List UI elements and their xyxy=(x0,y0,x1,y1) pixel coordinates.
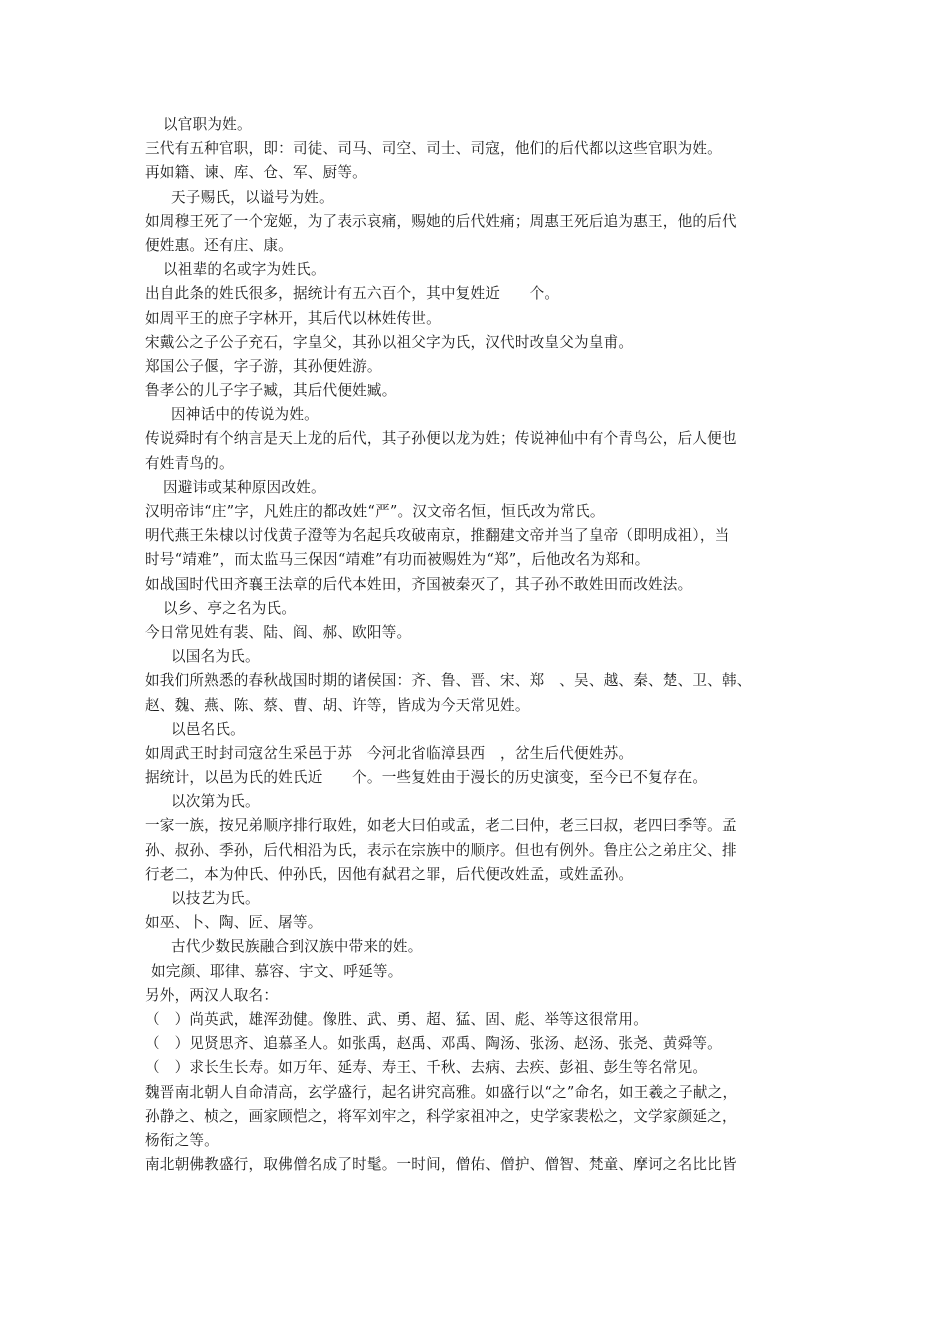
text-line: 以官职为姓。 xyxy=(163,116,252,133)
text-line: 以邑名氏。 xyxy=(171,720,245,738)
text-line: 传说舜时有个纳言是天上龙的后代，其子孙便以龙为姓；传说神仙中有个青鸟公，后人便也 xyxy=(145,430,737,448)
text-line: 便姓惠。还有庄、康。 xyxy=(145,236,293,254)
text-line: 今日常见姓有裴、陆、阎、郝、欧阳等。 xyxy=(145,623,412,641)
text-line: 天子赐氏，以谥号为姓。 xyxy=(171,188,334,206)
text-line: 郑国公子偃，字子游，其孙便姓游。 xyxy=(145,357,382,375)
text-line: 宋戴公之子公子充石，字皇父，其孙以祖父字为氏，汉代时改皇父为皇甫。 xyxy=(145,333,634,351)
text-line: 再如籍、谏、库、仓、军、厨等。 xyxy=(145,164,367,182)
text-line: 魏晋南北朝人自命清高，玄学盛行，起名讲究高雅。如盛行以“之”命名，如王羲之子献之， xyxy=(145,1083,738,1101)
text-line: 因避讳或某种原因改姓。 xyxy=(163,478,326,496)
text-line: 有姓青鸟的。 xyxy=(145,454,234,472)
text-line: 以乡、亭之名为氏。 xyxy=(163,599,297,617)
document-body xyxy=(145,113,815,1177)
text-line: 古代少数民族融合到汉族中带来的姓。 xyxy=(171,938,423,956)
text-line: （ ）求长生长寿。如万年、延寿、寿王、千秋、去病、去疾、彭祖、彭生等名常见。 xyxy=(145,1059,708,1077)
text-line: 如我们所熟悉的春秋战国时期的诸侯国：齐、鲁、晋、宋、郑 、吴、越、秦、楚、卫、韩、 xyxy=(145,672,752,690)
text-line: 赵、魏、燕、陈、蔡、曹、胡、许等，皆成为今天常见姓。 xyxy=(145,696,530,714)
text-line: 以祖辈的名或字为姓氏。 xyxy=(163,261,326,279)
text-line: 孙静之、桢之，画家顾恺之，将军刘牢之，科学家祖冲之，史学家裴松之，文学家颜延之， xyxy=(145,1107,737,1125)
text-line: 另外，两汉人取名： xyxy=(145,986,279,1004)
text-line: 如周穆王死了一个宠姬，为了表示哀痛，赐她的后代姓痛；周惠王死后追为惠王，他的后代 xyxy=(145,212,737,230)
text-line: （ ）尚英武，雄浑劲健。像胜、武、勇、超、猛、固、彪、举等这很常用。 xyxy=(145,1010,648,1028)
text-line: 如巫、卜、陶、匠、屠等。 xyxy=(145,914,323,932)
text-line: 三代有五种官职，即：司徒、司马、司空、司士、司寇，他们的后代都以这些官职为姓。 xyxy=(145,140,722,158)
text-line: 如完颜、耶律、慕容、宇文、呼延等。 xyxy=(151,962,403,980)
text-line: 据统计，以邑为氏的姓氏近 个。一些复姓由于漫长的历史演变，至今已不复存在。 xyxy=(145,769,708,787)
text-line: 杨衔之等。 xyxy=(145,1131,219,1149)
text-line: 如战国时代田齐襄王法章的后代本姓田，齐国被秦灭了，其子孙不敢姓田而改姓法。 xyxy=(145,575,693,593)
text-line: 出自此条的姓氏很多，据统计有五六百个，其中复姓近 个。 xyxy=(145,285,560,303)
text-line: 以技艺为氏。 xyxy=(171,890,260,907)
text-line: 因神话中的传说为姓。 xyxy=(171,406,319,424)
text-line: 行老二，本为仲氏、仲孙氏，因他有弑君之罪，后代便改姓孟，或姓孟孙。 xyxy=(145,865,634,883)
text-line: 明代燕王朱棣以讨伐黄子澄等为名起兵攻破南京，推翻建文帝并当了皇帝（即明成祖），当 xyxy=(145,527,730,545)
text-line: 如周武王时封司寇岔生采邑于苏 今河北省临漳县西 ，岔生后代便姓苏。 xyxy=(145,744,634,762)
text-line: 以次第为氏。 xyxy=(171,793,260,811)
text-line: 孙、叔孙、季孙，后代相沿为氏，表示在宗族中的顺序。但也有例外。鲁庄公之弟庄父、排 xyxy=(145,841,737,859)
text-line: （ ）见贤思齐、追慕圣人。如张禹，赵禹、邓禹、陶汤、张汤、赵汤、张尧、黄舜等。 xyxy=(145,1035,722,1053)
text-line: 以国名为氏。 xyxy=(171,648,260,666)
text-line: 南北朝佛教盛行，取佛僧名成了时髦。一时间，僧佑、僧护、僧智、梵童、摩诃之名比比皆 xyxy=(145,1156,737,1174)
text-line: 如周平王的庶子字林开，其后代以林姓传世。 xyxy=(145,309,441,327)
text-line: 一家一族，按兄弟顺序排行取姓，如老大曰伯或孟，老二曰仲，老三曰叔，老四曰季等。孟 xyxy=(145,817,737,835)
text-line: 鲁孝公的儿子字子臧，其后代便姓臧。 xyxy=(145,382,397,400)
text-line: 汉明帝讳“庄”字，凡姓庄的都改姓“严”。汉文帝名恒，恒氏改为常氏。 xyxy=(145,503,605,520)
text-line: 时号“靖难”，而太监马三保因“靖难”有功而被赐姓为“郑”，后他改名为郑和。 xyxy=(145,551,650,569)
